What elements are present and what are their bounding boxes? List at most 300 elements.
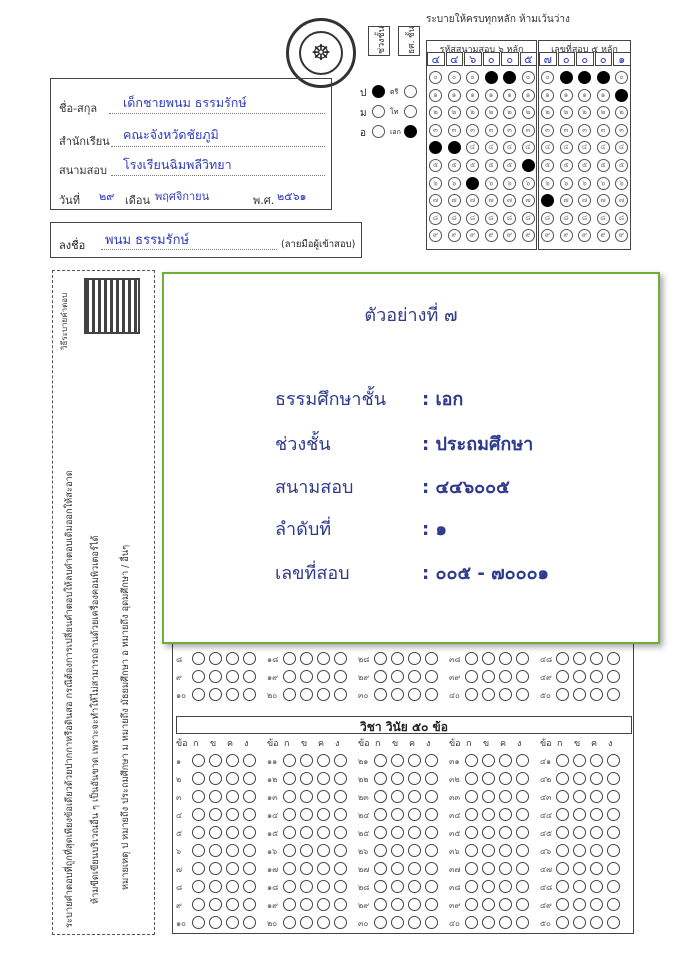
answer-bubble[interactable] (482, 754, 495, 767)
answer-bubble[interactable] (607, 652, 620, 665)
answer-bubble[interactable] (425, 808, 438, 821)
answer-bubble[interactable] (425, 898, 438, 911)
site-code-bubble[interactable]: ๕ (429, 159, 442, 172)
site-code-bubble[interactable]: ๓ (448, 124, 461, 137)
seat-number-bubble[interactable]: ๙ (541, 229, 554, 242)
site-code-bubble[interactable]: ๘ (522, 212, 535, 225)
seat-number-bubble[interactable]: ๔ (597, 141, 610, 154)
site-code-bubble[interactable]: ๗ (429, 194, 442, 207)
answer-bubble[interactable] (209, 898, 222, 911)
answer-bubble[interactable] (209, 826, 222, 839)
answer-bubble[interactable] (317, 754, 330, 767)
answer-bubble[interactable] (334, 862, 347, 875)
answer-bubble[interactable] (482, 826, 495, 839)
site-code-bubble[interactable]: ๔ (522, 141, 535, 154)
answer-bubble[interactable] (192, 790, 205, 803)
answer-bubble[interactable] (573, 826, 586, 839)
answer-bubble[interactable] (283, 880, 296, 893)
answer-bubble[interactable] (499, 652, 512, 665)
answer-bubble[interactable] (391, 670, 404, 683)
site-code-bubble[interactable]: ๐ (448, 71, 461, 84)
answer-bubble[interactable] (556, 880, 569, 893)
answer-bubble[interactable] (209, 772, 222, 785)
site-code-bubble[interactable]: ๓ (466, 124, 479, 137)
answer-bubble[interactable] (556, 652, 569, 665)
seat-number-bubble[interactable]: ๖ (541, 177, 554, 190)
answer-bubble[interactable] (374, 652, 387, 665)
answer-bubble[interactable] (317, 826, 330, 839)
dhamma-bubble[interactable] (404, 85, 417, 98)
answer-bubble[interactable] (516, 844, 529, 857)
answer-bubble[interactable] (556, 808, 569, 821)
answer-bubble[interactable] (391, 688, 404, 701)
answer-bubble[interactable] (317, 652, 330, 665)
answer-bubble[interactable] (590, 844, 603, 857)
seat-number-bubble[interactable]: ๓ (541, 124, 554, 137)
answer-bubble[interactable] (192, 826, 205, 839)
answer-bubble[interactable] (300, 790, 313, 803)
answer-bubble[interactable] (573, 880, 586, 893)
answer-bubble[interactable] (482, 880, 495, 893)
answer-bubble[interactable] (607, 790, 620, 803)
answer-bubble[interactable] (374, 790, 387, 803)
answer-bubble[interactable] (300, 772, 313, 785)
answer-bubble[interactable] (283, 652, 296, 665)
site-code-bubble[interactable]: ๒ (466, 106, 479, 119)
seat-number-bubble[interactable]: ๘ (597, 212, 610, 225)
answer-bubble[interactable] (482, 808, 495, 821)
answer-bubble[interactable] (408, 670, 421, 683)
answer-bubble[interactable] (482, 916, 495, 929)
site-code-bubble[interactable]: ๓ (429, 124, 442, 137)
answer-bubble[interactable] (209, 844, 222, 857)
answer-bubble[interactable] (226, 844, 239, 857)
site-code-bubble[interactable] (448, 141, 461, 154)
answer-bubble[interactable] (317, 880, 330, 893)
answer-bubble[interactable] (374, 916, 387, 929)
answer-bubble[interactable] (556, 916, 569, 929)
answer-bubble[interactable] (590, 754, 603, 767)
answer-bubble[interactable] (192, 688, 205, 701)
answer-bubble[interactable] (465, 670, 478, 683)
answer-bubble[interactable] (573, 916, 586, 929)
seat-number-bubble[interactable]: ๔ (560, 141, 573, 154)
seat-number-bubble[interactable]: ๗ (615, 194, 628, 207)
seat-number-bubble[interactable]: ๒ (615, 106, 628, 119)
answer-bubble[interactable] (300, 754, 313, 767)
site-code-bubble[interactable]: ๖ (522, 177, 535, 190)
site-code-bubble[interactable]: ๖ (485, 177, 498, 190)
seat-number-bubble[interactable]: ๒ (560, 106, 573, 119)
answer-bubble[interactable] (408, 790, 421, 803)
answer-bubble[interactable] (283, 844, 296, 857)
site-code-bubble[interactable]: ๗ (466, 194, 479, 207)
answer-bubble[interactable] (317, 862, 330, 875)
answer-bubble[interactable] (209, 790, 222, 803)
answer-bubble[interactable] (374, 862, 387, 875)
seat-number-bubble[interactable]: ๕ (541, 159, 554, 172)
answer-bubble[interactable] (516, 898, 529, 911)
seat-number-bubble[interactable]: ๔ (578, 141, 591, 154)
answer-bubble[interactable] (317, 898, 330, 911)
answer-bubble[interactable] (556, 862, 569, 875)
answer-bubble[interactable] (425, 844, 438, 857)
answer-bubble[interactable] (243, 754, 256, 767)
answer-bubble[interactable] (192, 880, 205, 893)
answer-bubble[interactable] (408, 688, 421, 701)
site-code-bubble[interactable]: ๗ (522, 194, 535, 207)
answer-bubble[interactable] (391, 880, 404, 893)
answer-bubble[interactable] (499, 808, 512, 821)
answer-bubble[interactable] (465, 898, 478, 911)
answer-bubble[interactable] (607, 670, 620, 683)
answer-bubble[interactable] (391, 844, 404, 857)
answer-bubble[interactable] (209, 862, 222, 875)
seat-number-bubble[interactable]: ๖ (597, 177, 610, 190)
seat-number-bubble[interactable]: ๖ (615, 177, 628, 190)
answer-bubble[interactable] (516, 826, 529, 839)
site-code-bubble[interactable]: ๙ (522, 229, 535, 242)
dhamma-bubble[interactable] (404, 125, 417, 138)
answer-bubble[interactable] (243, 808, 256, 821)
seat-number-bubble[interactable]: ๒ (578, 106, 591, 119)
answer-bubble[interactable] (408, 916, 421, 929)
answer-bubble[interactable] (482, 670, 495, 683)
seat-number-bubble[interactable]: ๕ (615, 159, 628, 172)
seat-number-bubble[interactable]: ๓ (578, 124, 591, 137)
answer-bubble[interactable] (499, 754, 512, 767)
site-code-bubble[interactable]: ๙ (503, 229, 516, 242)
seat-number-bubble[interactable]: ๘ (560, 212, 573, 225)
site-code-bubble[interactable]: ๘ (466, 212, 479, 225)
answer-bubble[interactable] (425, 790, 438, 803)
answer-bubble[interactable] (300, 688, 313, 701)
answer-bubble[interactable] (391, 754, 404, 767)
answer-bubble[interactable] (283, 826, 296, 839)
answer-bubble[interactable] (499, 880, 512, 893)
answer-bubble[interactable] (425, 880, 438, 893)
answer-bubble[interactable] (243, 790, 256, 803)
site-code-bubble[interactable]: ๕ (466, 159, 479, 172)
answer-bubble[interactable] (482, 772, 495, 785)
answer-bubble[interactable] (408, 754, 421, 767)
answer-bubble[interactable] (283, 754, 296, 767)
answer-bubble[interactable] (374, 898, 387, 911)
answer-bubble[interactable] (465, 826, 478, 839)
answer-bubble[interactable] (374, 688, 387, 701)
answer-bubble[interactable] (556, 898, 569, 911)
answer-bubble[interactable] (243, 898, 256, 911)
answer-bubble[interactable] (590, 652, 603, 665)
answer-bubble[interactable] (408, 652, 421, 665)
site-code-bubble[interactable]: ๕ (485, 159, 498, 172)
answer-bubble[interactable] (317, 670, 330, 683)
answer-bubble[interactable] (590, 688, 603, 701)
answer-bubble[interactable] (317, 844, 330, 857)
seat-number-bubble[interactable]: ๑ (578, 89, 591, 102)
seat-number-bubble[interactable]: ๕ (597, 159, 610, 172)
seat-number-bubble[interactable] (560, 71, 573, 84)
answer-bubble[interactable] (300, 880, 313, 893)
answer-bubble[interactable] (590, 880, 603, 893)
answer-bubble[interactable] (300, 808, 313, 821)
answer-bubble[interactable] (573, 808, 586, 821)
answer-bubble[interactable] (499, 688, 512, 701)
seat-number-bubble[interactable]: ๑ (541, 89, 554, 102)
answer-bubble[interactable] (334, 688, 347, 701)
site-code-bubble[interactable]: ๙ (448, 229, 461, 242)
answer-bubble[interactable] (573, 754, 586, 767)
site-code-bubble[interactable]: ๑ (429, 89, 442, 102)
site-code-bubble[interactable]: ๓ (522, 124, 535, 137)
site-code-bubble[interactable]: ๑ (503, 89, 516, 102)
seat-number-bubble[interactable]: ๓ (597, 124, 610, 137)
answer-bubble[interactable] (209, 688, 222, 701)
answer-bubble[interactable] (482, 844, 495, 857)
answer-bubble[interactable] (425, 754, 438, 767)
answer-bubble[interactable] (482, 652, 495, 665)
site-code-bubble[interactable]: ๘ (429, 212, 442, 225)
answer-bubble[interactable] (243, 652, 256, 665)
answer-bubble[interactable] (374, 754, 387, 767)
answer-bubble[interactable] (391, 826, 404, 839)
seat-number-bubble[interactable]: ๒ (597, 106, 610, 119)
site-code-bubble[interactable] (522, 159, 535, 172)
site-code-bubble[interactable]: ๓ (485, 124, 498, 137)
answer-bubble[interactable] (556, 790, 569, 803)
answer-bubble[interactable] (226, 808, 239, 821)
answer-bubble[interactable] (243, 670, 256, 683)
answer-bubble[interactable] (391, 772, 404, 785)
answer-bubble[interactable] (425, 862, 438, 875)
answer-bubble[interactable] (408, 808, 421, 821)
answer-bubble[interactable] (607, 898, 620, 911)
answer-bubble[interactable] (590, 790, 603, 803)
answer-bubble[interactable] (556, 670, 569, 683)
answer-bubble[interactable] (607, 826, 620, 839)
answer-bubble[interactable] (408, 880, 421, 893)
site-code-bubble[interactable]: ๒ (429, 106, 442, 119)
answer-bubble[interactable] (499, 790, 512, 803)
answer-bubble[interactable] (573, 862, 586, 875)
seat-number-bubble[interactable]: ๖ (560, 177, 573, 190)
site-code-bubble[interactable]: ๑ (466, 89, 479, 102)
answer-bubble[interactable] (465, 772, 478, 785)
answer-bubble[interactable] (590, 898, 603, 911)
dhamma-bubble[interactable] (404, 105, 417, 118)
answer-bubble[interactable] (374, 844, 387, 857)
seat-number-bubble[interactable] (541, 194, 554, 207)
answer-bubble[interactable] (556, 844, 569, 857)
answer-bubble[interactable] (607, 880, 620, 893)
answer-bubble[interactable] (209, 808, 222, 821)
answer-bubble[interactable] (573, 790, 586, 803)
answer-bubble[interactable] (243, 826, 256, 839)
answer-bubble[interactable] (556, 772, 569, 785)
answer-bubble[interactable] (192, 652, 205, 665)
answer-bubble[interactable] (425, 826, 438, 839)
answer-bubble[interactable] (556, 826, 569, 839)
answer-bubble[interactable] (408, 844, 421, 857)
answer-bubble[interactable] (226, 880, 239, 893)
site-code-bubble[interactable]: ๑ (485, 89, 498, 102)
answer-bubble[interactable] (300, 862, 313, 875)
answer-bubble[interactable] (499, 772, 512, 785)
answer-bubble[interactable] (334, 898, 347, 911)
seat-number-bubble[interactable]: ๔ (541, 141, 554, 154)
seat-number-bubble[interactable]: ๔ (615, 141, 628, 154)
answer-bubble[interactable] (516, 808, 529, 821)
seat-number-bubble[interactable]: ๘ (578, 212, 591, 225)
answer-bubble[interactable] (283, 808, 296, 821)
site-code-bubble[interactable]: ๘ (503, 212, 516, 225)
answer-bubble[interactable] (556, 688, 569, 701)
answer-bubble[interactable] (408, 898, 421, 911)
answer-bubble[interactable] (283, 790, 296, 803)
level-bubble[interactable] (372, 85, 385, 98)
answer-bubble[interactable] (209, 916, 222, 929)
answer-bubble[interactable] (334, 880, 347, 893)
answer-bubble[interactable] (607, 808, 620, 821)
answer-bubble[interactable] (465, 862, 478, 875)
answer-bubble[interactable] (465, 808, 478, 821)
answer-bubble[interactable] (300, 898, 313, 911)
answer-bubble[interactable] (334, 916, 347, 929)
site-code-bubble[interactable]: ๘ (485, 212, 498, 225)
answer-bubble[interactable] (607, 772, 620, 785)
answer-bubble[interactable] (374, 670, 387, 683)
answer-bubble[interactable] (226, 688, 239, 701)
answer-bubble[interactable] (425, 670, 438, 683)
site-code-bubble[interactable]: ๐ (522, 71, 535, 84)
seat-number-bubble[interactable]: ๙ (578, 229, 591, 242)
site-code-bubble[interactable]: ๒ (448, 106, 461, 119)
answer-bubble[interactable] (192, 772, 205, 785)
answer-bubble[interactable] (192, 898, 205, 911)
answer-bubble[interactable] (391, 652, 404, 665)
answer-bubble[interactable] (465, 688, 478, 701)
answer-bubble[interactable] (209, 652, 222, 665)
answer-bubble[interactable] (300, 670, 313, 683)
answer-bubble[interactable] (209, 670, 222, 683)
answer-bubble[interactable] (243, 688, 256, 701)
answer-bubble[interactable] (516, 772, 529, 785)
answer-bubble[interactable] (516, 688, 529, 701)
answer-bubble[interactable] (283, 862, 296, 875)
seat-number-bubble[interactable]: ๙ (615, 229, 628, 242)
answer-bubble[interactable] (573, 652, 586, 665)
site-code-bubble[interactable]: ๐ (466, 71, 479, 84)
answer-bubble[interactable] (590, 808, 603, 821)
answer-bubble[interactable] (374, 772, 387, 785)
site-code-bubble[interactable]: ๖ (429, 177, 442, 190)
site-code-bubble[interactable] (503, 71, 516, 84)
answer-bubble[interactable] (482, 862, 495, 875)
answer-bubble[interactable] (516, 652, 529, 665)
site-code-bubble[interactable]: ๑ (448, 89, 461, 102)
answer-bubble[interactable] (499, 844, 512, 857)
answer-bubble[interactable] (573, 670, 586, 683)
answer-bubble[interactable] (425, 916, 438, 929)
seat-number-bubble[interactable]: ๘ (615, 212, 628, 225)
answer-bubble[interactable] (334, 670, 347, 683)
site-code-bubble[interactable]: ๙ (485, 229, 498, 242)
answer-bubble[interactable] (408, 862, 421, 875)
answer-bubble[interactable] (465, 880, 478, 893)
seat-number-bubble[interactable]: ๓ (560, 124, 573, 137)
answer-bubble[interactable] (243, 880, 256, 893)
answer-bubble[interactable] (300, 826, 313, 839)
seat-number-bubble[interactable]: ๐ (541, 71, 554, 84)
answer-bubble[interactable] (226, 754, 239, 767)
answer-bubble[interactable] (482, 790, 495, 803)
seat-number-bubble[interactable]: ๗ (597, 194, 610, 207)
answer-bubble[interactable] (499, 898, 512, 911)
answer-bubble[interactable] (192, 754, 205, 767)
site-code-bubble[interactable]: ๔ (485, 141, 498, 154)
answer-bubble[interactable] (499, 862, 512, 875)
answer-bubble[interactable] (607, 688, 620, 701)
seat-number-bubble[interactable] (615, 89, 628, 102)
answer-bubble[interactable] (226, 862, 239, 875)
answer-bubble[interactable] (425, 652, 438, 665)
answer-bubble[interactable] (482, 688, 495, 701)
answer-bubble[interactable] (499, 916, 512, 929)
answer-bubble[interactable] (607, 754, 620, 767)
seat-number-bubble[interactable]: ๑ (597, 89, 610, 102)
answer-bubble[interactable] (226, 826, 239, 839)
site-code-bubble[interactable]: ๔ (503, 141, 516, 154)
site-code-bubble[interactable]: ๓ (503, 124, 516, 137)
site-code-bubble[interactable]: ๕ (448, 159, 461, 172)
answer-bubble[interactable] (391, 898, 404, 911)
answer-bubble[interactable] (192, 844, 205, 857)
site-code-bubble[interactable]: ๙ (429, 229, 442, 242)
answer-bubble[interactable] (192, 916, 205, 929)
answer-bubble[interactable] (209, 880, 222, 893)
answer-bubble[interactable] (607, 862, 620, 875)
site-code-bubble[interactable]: ๗ (448, 194, 461, 207)
site-code-bubble[interactable]: ๗ (485, 194, 498, 207)
answer-bubble[interactable] (243, 916, 256, 929)
site-code-bubble[interactable]: ๒ (522, 106, 535, 119)
answer-bubble[interactable] (226, 652, 239, 665)
answer-bubble[interactable] (283, 670, 296, 683)
answer-bubble[interactable] (573, 688, 586, 701)
seat-number-bubble[interactable]: ๕ (578, 159, 591, 172)
answer-bubble[interactable] (317, 808, 330, 821)
seat-number-bubble[interactable] (578, 71, 591, 84)
site-code-bubble[interactable]: ๖ (448, 177, 461, 190)
answer-bubble[interactable] (499, 826, 512, 839)
level-bubble[interactable] (372, 105, 385, 118)
seat-number-bubble[interactable]: ๘ (541, 212, 554, 225)
site-code-bubble[interactable] (485, 71, 498, 84)
answer-bubble[interactable] (317, 916, 330, 929)
answer-bubble[interactable] (465, 652, 478, 665)
answer-bubble[interactable] (573, 898, 586, 911)
answer-bubble[interactable] (590, 916, 603, 929)
answer-bubble[interactable] (590, 670, 603, 683)
seat-number-bubble[interactable]: ๙ (597, 229, 610, 242)
site-code-bubble[interactable]: ๔ (466, 141, 479, 154)
site-code-bubble[interactable]: ๙ (466, 229, 479, 242)
answer-bubble[interactable] (516, 670, 529, 683)
answer-bubble[interactable] (408, 826, 421, 839)
seat-number-bubble[interactable]: ๕ (560, 159, 573, 172)
answer-bubble[interactable] (482, 898, 495, 911)
answer-bubble[interactable] (226, 898, 239, 911)
